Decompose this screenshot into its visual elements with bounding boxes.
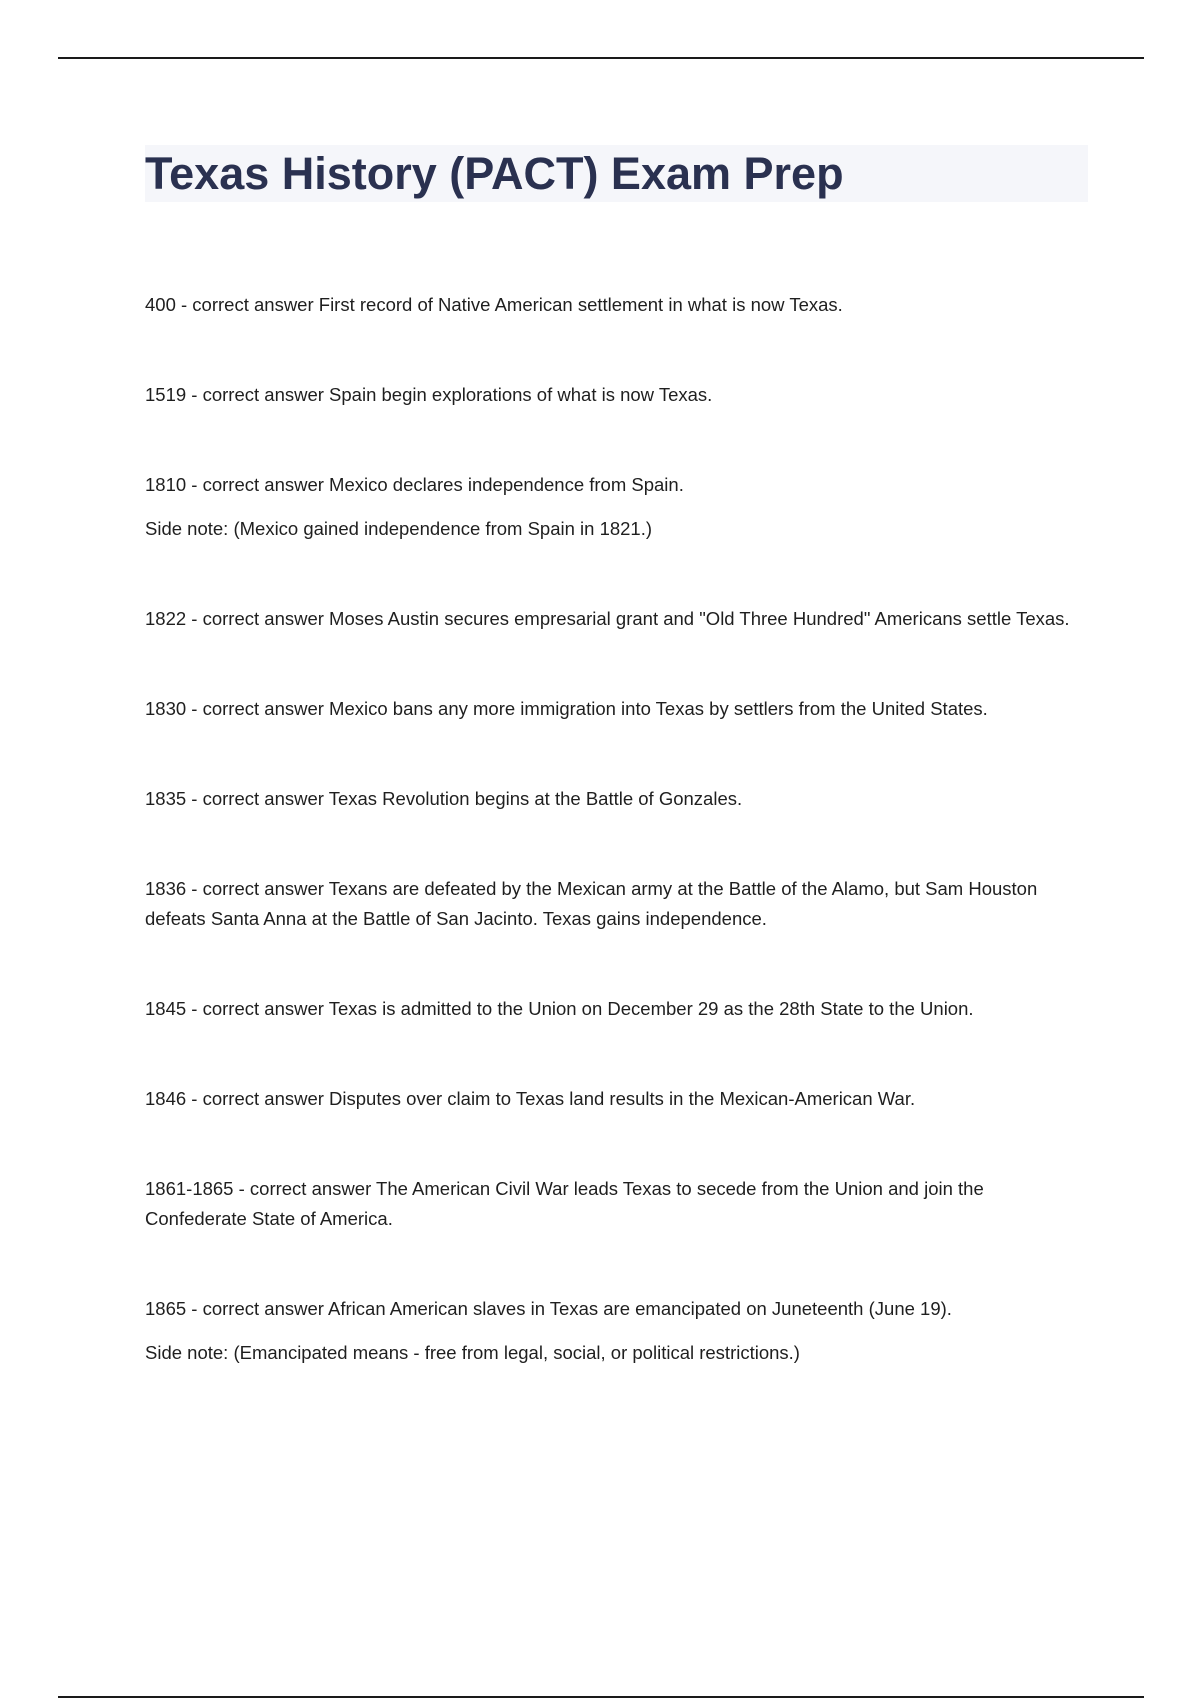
top-rule [58,57,1144,59]
entry-1861-1865 [145,1174,1085,1234]
entry-1845 [145,994,1085,1024]
entry-1830 [145,694,1085,724]
entry-400 [145,290,1085,320]
entry-side-note: Side note: (Emancipated means - free from legal, social, or political restrictions.) [145,1342,800,1363]
entry-1865 [145,1294,1085,1368]
entry-1519 [145,380,1085,410]
entry-1822 [145,604,1085,634]
document-title: Texas History (PACT) Exam Prep [145,148,844,199]
entry-text: 400 - correct answer First record of Native American settlement in what is now Texas. [145,294,843,315]
entry-text: 1836 - correct answer Texans are defeated by the Mexican army at the Battle of the Alamo, but Sam Houston defeats Santa Anna at the Battle of San Jacinto. Texas gains independence. [145,878,1038,929]
entry-side-note: Side note: (Mexico gained independence from Spain in 1821.) [145,518,653,539]
entry-text: 1810 - correct answer Mexico declares independence from Spain. [145,474,684,495]
entry-text: 1822 - correct answer Moses Austin secures empresarial grant and "Old Three Hundred" Americans settle Texas. [145,608,1070,629]
bottom-rule [58,1696,1144,1698]
entry-text: 1519 - correct answer Spain begin explorations of what is now Texas. [145,384,713,405]
entry-text: 1861-1865 - correct answer The American Civil War leads Texas to secede from the Union and join the Confederate State of America. [145,1178,984,1229]
entry-list [145,290,1085,1368]
entry-1810 [145,470,1085,544]
entry-text: 1845 - correct answer Texas is admitted to the Union on December 29 as the 28th State to the Union. [145,998,974,1019]
entry-1835 [145,784,1085,814]
entry-1846 [145,1084,1085,1114]
entry-1836 [145,874,1085,934]
entry-text: 1846 - correct answer Disputes over claim to Texas land results in the Mexican-American War. [145,1088,916,1109]
entry-text: 1830 - correct answer Mexico bans any more immigration into Texas by settlers from the United States. [145,698,988,719]
entry-text: 1835 - correct answer Texas Revolution begins at the Battle of Gonzales. [145,788,743,809]
entry-text: 1865 - correct answer African American slaves in Texas are emancipated on Juneteenth (June 19). [145,1298,952,1319]
